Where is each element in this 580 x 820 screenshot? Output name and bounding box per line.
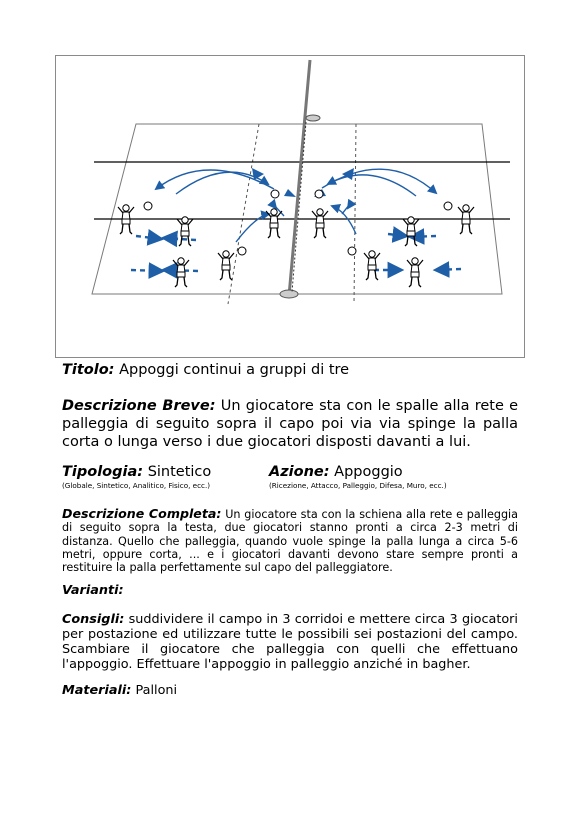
ball-2	[271, 190, 279, 198]
azione-field	[269, 464, 447, 490]
title-line	[62, 361, 518, 379]
materials-label: Materiali:	[62, 683, 132, 698]
title-label: Titolo:	[62, 362, 115, 378]
materials	[62, 683, 518, 698]
azione-hint: (Ricezione, Attacco, Palleggio, Difesa, Muro, ecc.)	[269, 481, 447, 490]
player-left-net	[266, 209, 282, 238]
tip-3	[284, 189, 296, 197]
tipologia-field	[62, 464, 211, 490]
materials-text: Palloni	[135, 683, 178, 698]
pole-base-bottom	[280, 290, 298, 298]
tips-text: suddividere il campo in 3 corridoi e mettere circa 3 giocatori per postazione ed utilizzare tutte le possibili sei postazioni del campo. Scambiare il giocatore che palleggia con quelli che effettuano l'appoggio. Effettuare l'appoggio in palleggio anziché in bagher.	[62, 612, 518, 672]
short-description-label: Descrizione Breve:	[62, 398, 216, 414]
player-right-front	[364, 251, 380, 280]
azione-value: Appoggio	[334, 464, 403, 480]
tips	[62, 612, 518, 672]
move-arrow-2	[164, 238, 196, 240]
azione-label: Azione:	[269, 464, 330, 480]
move-arrow-8	[436, 269, 461, 270]
player-left-mid	[177, 217, 193, 246]
variants-label: Varianti:	[62, 583, 124, 598]
short-description-text: Un giocatore sta con le spalle alla rete e palleggia di seguito sopra il capo poi via via spinge la palla corta o lunga verso i due giocatori disposti davanti a lui.	[62, 398, 518, 450]
player-right-mid	[403, 217, 419, 246]
tipologia-value: Sintetico	[147, 464, 212, 480]
ball-6	[348, 247, 356, 255]
drill-diagram	[55, 55, 525, 358]
ball-5	[238, 247, 246, 255]
net	[292, 122, 306, 292]
player-left-low	[173, 258, 189, 287]
pole-base-top	[306, 115, 320, 121]
arrow-mid-right	[332, 206, 356, 234]
tipologia-label: Tipologia:	[62, 464, 144, 480]
variants	[62, 583, 518, 598]
ball-4	[444, 202, 452, 210]
short-description	[62, 397, 518, 451]
full-description	[62, 507, 518, 574]
tipologia-hint: (Globale, Sintetico, Analitico, Fisico, ecc.)	[62, 481, 211, 490]
arrow-long-right-b	[328, 175, 416, 196]
court-svg	[56, 56, 524, 357]
net-pole	[289, 60, 310, 296]
arrow-short-right	[342, 203, 351, 214]
attack-line-right	[354, 124, 356, 304]
tips-label: Consigli:	[62, 612, 125, 627]
ball-1	[144, 202, 152, 210]
arrow-mid-left	[236, 214, 269, 242]
player-right-low	[407, 258, 423, 287]
move-arrow-5	[388, 234, 406, 236]
move-arrow-3	[131, 270, 162, 271]
title-value: Appoggi continui a gruppi di tre	[119, 362, 350, 378]
player-right-net	[312, 209, 328, 238]
full-description-label: Descrizione Completa:	[62, 506, 222, 521]
type-action-row	[62, 464, 518, 494]
ball-3	[315, 190, 323, 198]
move-arrow-1	[136, 236, 161, 239]
attack-line-left	[228, 124, 259, 304]
player-left-front	[218, 251, 234, 280]
arrow-long-right-a	[322, 169, 436, 193]
full-description-text: Un giocatore sta con la schiena alla rete e palleggia di seguito sopra la testa, due giocatori stanno pronti a circa 2-3 metri di distanza. Quello che palleggia, quando vuole spinge la palla lunga a circa 5-6 metri, oppure corta, ... e i giocatori davanti devono stare sempre pronti a restituire la palla perfettamente sul capo del palleggiatore.	[62, 508, 519, 575]
